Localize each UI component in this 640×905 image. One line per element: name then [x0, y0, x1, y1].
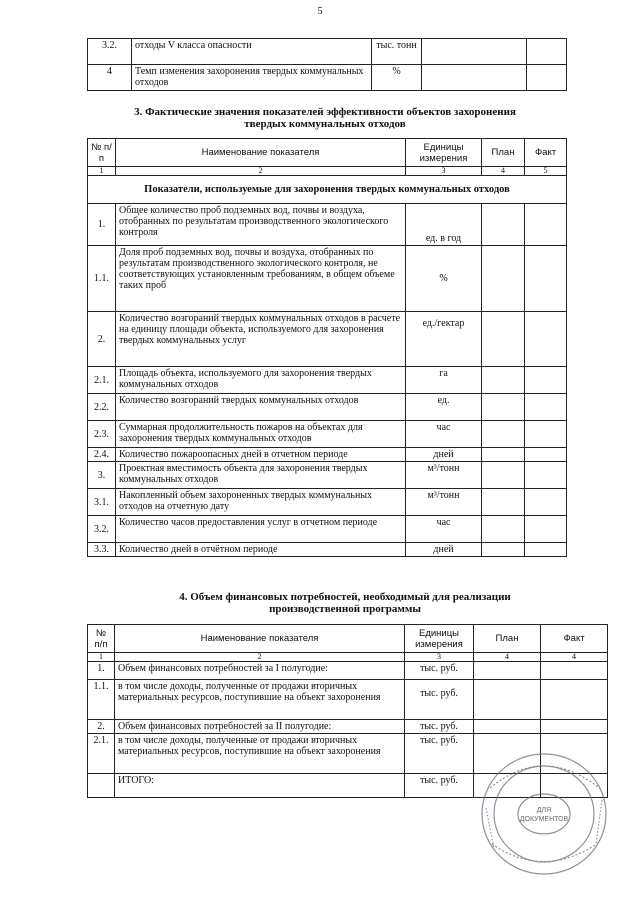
row-fact — [525, 516, 567, 543]
group-title: Показатели, используемые для захоронения твердых коммунальных отходов — [88, 176, 567, 204]
row-plan — [482, 367, 525, 394]
table-row — [88, 448, 567, 462]
row-fact — [525, 394, 567, 421]
row-plan — [474, 720, 541, 734]
row-number: 2.3. — [88, 421, 116, 448]
index-cell: 4 — [474, 653, 541, 662]
group-title-row — [88, 176, 567, 204]
row-number: 2. — [88, 312, 116, 367]
section4-title-line2: производственной программы — [269, 603, 421, 615]
row-unit: ед. в год — [406, 204, 482, 246]
row-name: Накопленный объем захороненных твердых коммунальных отходов на отчетную дату — [116, 489, 406, 516]
row-number: 1.1. — [88, 246, 116, 312]
index-cell: 4 — [541, 653, 608, 662]
row-unit: дней — [406, 543, 482, 557]
index-cell: 2 — [115, 653, 405, 662]
row-unit: ед. — [406, 394, 482, 421]
table-row — [88, 662, 608, 680]
header-fact: Факт — [541, 625, 608, 653]
row-plan — [474, 680, 541, 720]
row-name: в том числе доходы, полученные от продажи вторичных материальных ресурсов, поступившие на объект захоронения — [115, 680, 405, 720]
index-cell: 3 — [406, 167, 482, 176]
index-row — [88, 653, 608, 662]
row-name: Доля проб подземных вод, почвы и воздуха, отобранных по результатам производственного экологического контроля, не соответствующих установленным требованиям, в общем объеме таких проб — [116, 246, 406, 312]
table-row — [88, 680, 608, 720]
row-fact — [541, 680, 608, 720]
row-plan — [482, 312, 525, 367]
row-unit: час — [406, 516, 482, 543]
row-plan — [482, 543, 525, 557]
row-name: Проектная вместимость объекта для захоронения твердых коммунальных отходов — [116, 462, 406, 489]
row-unit: га — [406, 367, 482, 394]
row-fact — [541, 662, 608, 680]
row-fact — [525, 421, 567, 448]
row-fact — [525, 448, 567, 462]
row-plan — [482, 394, 525, 421]
page-number: 5 — [317, 6, 323, 17]
row-number: 2. — [88, 720, 115, 734]
section4-title-line1: 4. Объем финансовых потребностей, необходимый для реализации — [179, 591, 511, 603]
header-fact: Факт — [525, 139, 567, 167]
row-unit: тыс. руб. — [405, 774, 474, 798]
index-row — [88, 167, 567, 176]
index-cell: 5 — [525, 167, 567, 176]
row-fact — [541, 720, 608, 734]
row-number: 3.3. — [88, 543, 116, 557]
row-number: 2.1. — [88, 734, 115, 774]
row-plan — [482, 516, 525, 543]
table-row — [88, 312, 567, 367]
row-name: в том числе доходы, полученные от продажи вторичных материальных ресурсов, поступившие на объект захоронения — [115, 734, 405, 774]
table-row — [88, 65, 567, 91]
table-row — [88, 516, 567, 543]
row-name: Объем финансовых потребностей за I полугодие: — [115, 662, 405, 680]
row-fact — [527, 65, 567, 91]
row-number: 1.1. — [88, 680, 115, 720]
row-number: 1. — [88, 204, 116, 246]
row-name: Площадь объекта, используемого для захоронения твердых коммунальных отходов — [116, 367, 406, 394]
row-plan — [482, 204, 525, 246]
section3-title-line1: 3. Фактические значения показателей эффективности объектов захоронения — [134, 106, 516, 118]
row-unit: тыс. руб. — [405, 734, 474, 774]
header-name: Наименование показателя — [115, 625, 405, 653]
header-name: Наименование показателя — [116, 139, 406, 167]
row-unit: тыс. руб. — [405, 720, 474, 734]
row-name: Общее количество проб подземных вод, почвы и воздуха, отобранных по результатам производственного экологического контроля — [116, 204, 406, 246]
row-name: Количество часов предоставления услуг в отчетном периоде — [116, 516, 406, 543]
top-table — [87, 38, 567, 91]
row-unit: тыс. тонн — [372, 39, 422, 65]
row-name: Количество возгораний твердых коммунальных отходов — [116, 394, 406, 421]
row-plan — [482, 489, 525, 516]
header-plan: План — [482, 139, 525, 167]
row-unit: ед./гектар — [406, 312, 482, 367]
row-unit: дней — [406, 448, 482, 462]
row-name: ИТОГО: — [115, 774, 405, 798]
row-unit: тыс. руб. — [405, 680, 474, 720]
row-number: 2.1. — [88, 367, 116, 394]
section3-title — [90, 106, 560, 130]
row-unit: м³/тонн — [406, 489, 482, 516]
row-name: Объем финансовых потребностей за II полугодие: — [115, 720, 405, 734]
row-plan — [422, 65, 527, 91]
row-fact — [525, 204, 567, 246]
row-number: 3.2. — [88, 39, 132, 65]
index-cell: 4 — [482, 167, 525, 176]
row-unit: тыс. руб. — [405, 662, 474, 680]
header-unit: Единицы измерения — [405, 625, 474, 653]
table-row — [88, 543, 567, 557]
table-header-row — [88, 625, 608, 653]
row-plan — [482, 462, 525, 489]
row-fact — [525, 462, 567, 489]
table-row — [88, 246, 567, 312]
index-cell: 1 — [88, 653, 115, 662]
row-fact — [525, 312, 567, 367]
row-name: Суммарная продолжительность пожаров на объектах для захоронения твердых коммунальных отходов — [116, 421, 406, 448]
row-fact — [525, 543, 567, 557]
row-plan — [482, 448, 525, 462]
efficiency-table — [87, 138, 567, 557]
section4-title — [110, 591, 580, 615]
row-name: Количество пожароопасных дней в отчетном периоде — [116, 448, 406, 462]
table-row — [88, 39, 567, 65]
row-unit: % — [372, 65, 422, 91]
header-plan: План — [474, 625, 541, 653]
index-cell: 2 — [116, 167, 406, 176]
row-unit: % — [406, 246, 482, 312]
row-unit: м³/тонн — [406, 462, 482, 489]
row-number: 4 — [88, 65, 132, 91]
row-number: 2.4. — [88, 448, 116, 462]
row-fact — [525, 367, 567, 394]
stamp-text-line2: ДОКУМЕНТОВ — [519, 816, 569, 823]
row-fact — [525, 489, 567, 516]
table-row — [88, 421, 567, 448]
index-cell: 3 — [405, 653, 474, 662]
section3-title-line2: твердых коммунальных отходов — [244, 118, 406, 130]
official-stamp — [462, 748, 614, 878]
row-number: 3.2. — [88, 516, 116, 543]
header-unit: Единицы измерения — [406, 139, 482, 167]
stamp-text-line1: ДЛЯ — [536, 807, 552, 814]
table-row — [88, 489, 567, 516]
row-unit: час — [406, 421, 482, 448]
row-name: Количество дней в отчётном периоде — [116, 543, 406, 557]
header-num: № п/п — [88, 139, 116, 167]
row-number: 2.2. — [88, 394, 116, 421]
row-fact — [527, 39, 567, 65]
header-num: № п/п — [88, 625, 115, 653]
table-row — [88, 394, 567, 421]
row-number: 3.1. — [88, 489, 116, 516]
row-number: 1. — [88, 662, 115, 680]
row-number: 3. — [88, 462, 116, 489]
row-number — [88, 774, 115, 798]
row-plan — [474, 662, 541, 680]
row-plan — [422, 39, 527, 65]
row-fact — [525, 246, 567, 312]
table-row — [88, 204, 567, 246]
row-plan — [482, 246, 525, 312]
row-name: отходы V класса опасности — [132, 39, 372, 65]
table-header-row — [88, 139, 567, 167]
row-name: Темп изменения захоронения твердых коммунальных отходов — [132, 65, 372, 91]
row-plan — [482, 421, 525, 448]
table-row — [88, 720, 608, 734]
table-row — [88, 462, 567, 489]
table-row — [88, 367, 567, 394]
index-cell: 1 — [88, 167, 116, 176]
row-name: Количество возгораний твердых коммунальных отходов в расчете на единицу площади объекта, используемого для захоронения твердых коммунальных услуг — [116, 312, 406, 367]
